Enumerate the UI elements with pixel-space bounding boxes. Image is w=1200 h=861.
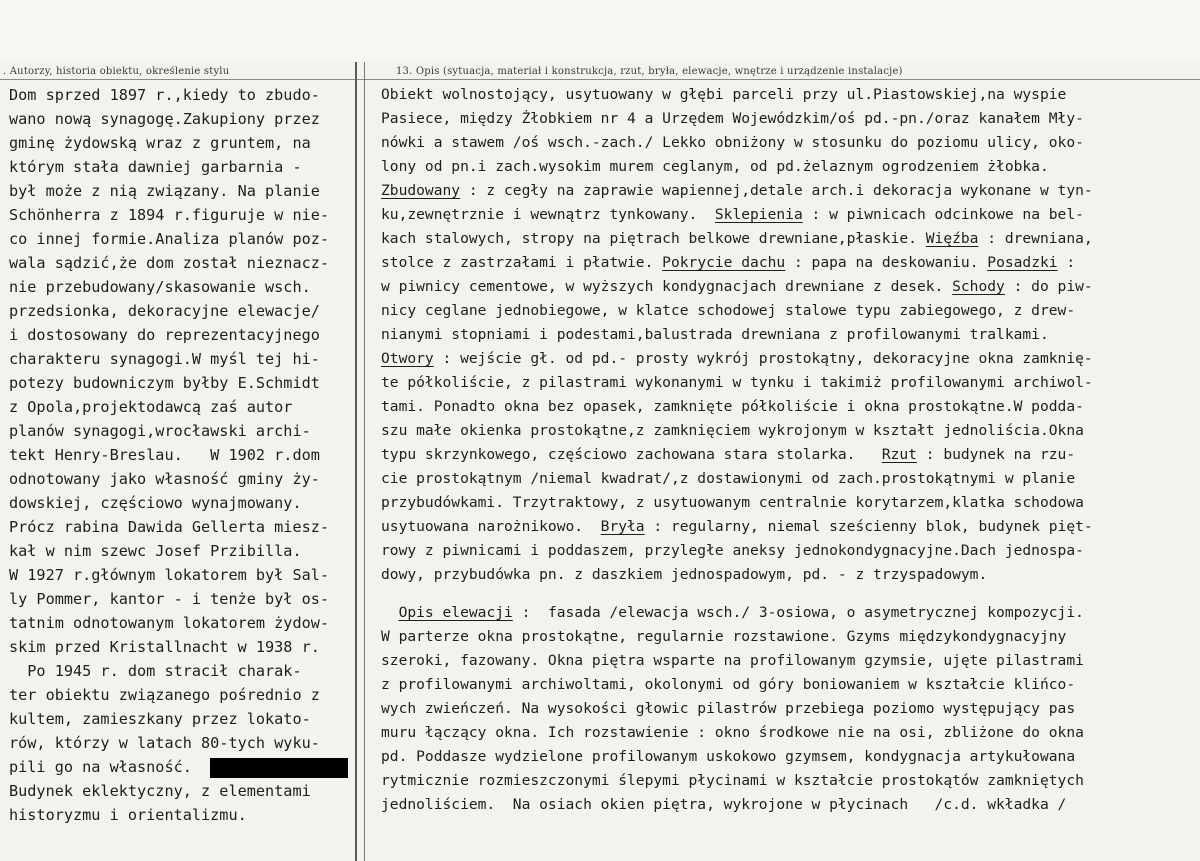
text-line xyxy=(381,275,1193,299)
text-segment: ku,zewnętrznie i wewnątrz tynkowany. xyxy=(381,206,715,223)
text-line-content: ter obiektu związanego pośrednio z xyxy=(9,686,320,704)
text-line-content: tekt Henry-Breslau. W 1902 r.dom xyxy=(9,446,320,464)
text-segment: te półkoliście, z pilastrami wykonanymi w tynku i takimiż profilowanymi archiwol- xyxy=(381,374,1093,391)
text-segment: W parterze okna prostokątne, regularnie rozstawione. Gzyms międzykondygnacyjny xyxy=(381,628,1067,645)
paragraph-gap xyxy=(381,587,1193,601)
text-line-content: przedsionka, dekoracyjne elewacje/ xyxy=(9,302,320,320)
text-line-content: dowskiej, częściowo wynajmowany. xyxy=(9,494,302,512)
text-segment: z profilowanymi archiwoltami, okolonymi od góry boniowaniem w kształcie klińco- xyxy=(381,676,1076,693)
text-segment: : drewniana, xyxy=(978,230,1093,247)
text-line xyxy=(381,107,1193,131)
text-line xyxy=(9,131,357,155)
text-segment: : do piw- xyxy=(1004,278,1093,295)
text-line xyxy=(9,155,357,179)
text-line xyxy=(9,539,357,563)
text-line-content: i dostosowany do reprezentacyjnego xyxy=(9,326,320,344)
text-line xyxy=(9,179,357,203)
text-line xyxy=(381,467,1193,491)
text-line xyxy=(9,347,357,371)
text-line xyxy=(381,697,1193,721)
text-line xyxy=(381,793,1193,817)
text-line xyxy=(9,275,357,299)
text-line-content: Budynek eklektyczny, z elementami xyxy=(9,782,311,800)
text-segment: rowy z piwnicami i poddaszem, przyległe aneksy jednokondygnacyjne.Dach jednospa- xyxy=(381,542,1084,559)
text-line xyxy=(9,683,357,707)
text-line xyxy=(381,625,1193,649)
text-line xyxy=(381,563,1193,587)
text-line-content: nie przebudowany/skasowanie wsch. xyxy=(9,278,311,296)
text-line xyxy=(381,769,1193,793)
text-line xyxy=(381,601,1193,625)
text-line xyxy=(9,323,357,347)
text-segment: Pasiece, między Żłobkiem nr 4 a Urzędem Wojewódzkim/oś pd.-pn./oraz kanałem Mły- xyxy=(381,110,1084,127)
text-segment: typu skrzynkowego, częściowo zachowana stara stolarka. xyxy=(381,446,882,463)
text-line xyxy=(9,731,357,755)
right-column-header: 13. Opis (sytuacja, materiał i konstrukcja, rzut, bryła, elewacje, wnętrze i urządzenie instalacje) xyxy=(396,66,903,77)
text-line-content: pili go na własność. xyxy=(9,758,192,776)
section-heading: Opis elewacji xyxy=(398,604,513,621)
text-line xyxy=(381,649,1193,673)
text-line-content: charakteru synagogi.W myśl tej hi- xyxy=(9,350,320,368)
text-line xyxy=(9,491,357,515)
text-segment: usytuowana narożnikowo. xyxy=(381,518,601,535)
text-segment: pd. Poddasze wydzielone profilowanym uskokowo gzymsem, kondygnacja artykułowana xyxy=(381,748,1076,765)
section-heading: Zbudowany xyxy=(381,182,461,199)
text-line xyxy=(9,419,357,443)
text-line xyxy=(9,563,357,587)
text-line-content: W 1927 r.głównym lokatorem był Sal- xyxy=(9,566,330,584)
text-line xyxy=(9,107,357,131)
text-line xyxy=(9,611,357,635)
text-line xyxy=(381,83,1193,107)
text-segment: jednoliściem. Na osiach okien piętra, wykrojone w płycinach /c.d. wkładka / xyxy=(381,796,1067,813)
text-line-content: wala sądzić,że dom został nieznacz- xyxy=(9,254,330,272)
text-segment: muru łączący okna. Ich rozstawienie : okno środkowe nie na osi, zbliżone do okna xyxy=(381,724,1084,741)
text-line-content: którym stała dawniej garbarnia - xyxy=(9,158,302,176)
text-line xyxy=(9,779,357,803)
text-segment: : papa na deskowaniu. xyxy=(785,254,988,271)
text-line-content: odnotowany jako własność gminy ży- xyxy=(9,470,320,488)
section-heading: Posadzki xyxy=(987,254,1058,271)
text-segment: stolce z zastrzałami i płatwie. xyxy=(381,254,663,271)
text-line xyxy=(381,539,1193,563)
text-line xyxy=(381,347,1193,371)
text-line-content: tatnim odnotowanym lokatorem żydow- xyxy=(9,614,330,632)
text-segment: tami. Ponadto okna bez opasek, zamknięte półkoliście i okna prostokątne.W podda- xyxy=(381,398,1084,415)
text-segment: kach stalowych, stropy na piętrach belkowe drewniane,płaskie. xyxy=(381,230,926,247)
text-line xyxy=(9,755,357,779)
text-line-content: Po 1945 r. dom stracił charak- xyxy=(9,662,302,680)
text-line-content: skim przed Kristallnacht w 1938 r. xyxy=(9,638,320,656)
text-line xyxy=(381,179,1193,203)
text-line-content: z Opola,projektodawcą zaś autor xyxy=(9,398,293,416)
text-line xyxy=(381,227,1193,251)
text-line xyxy=(9,395,357,419)
text-line xyxy=(9,587,357,611)
text-line xyxy=(9,371,357,395)
text-line xyxy=(381,395,1193,419)
text-line xyxy=(381,203,1193,227)
section-heading: Otwory xyxy=(381,350,434,367)
text-line xyxy=(9,659,357,683)
text-line xyxy=(381,515,1193,539)
column-divider-secondary xyxy=(364,62,365,861)
redaction-bar xyxy=(210,758,348,778)
text-segment: : z cegły na zaprawie wapiennej,detale arch.i dekoracja wykonane w tyn- xyxy=(460,182,1093,199)
text-line-content: planów synagogi,wrocławski archi- xyxy=(9,422,311,440)
text-line xyxy=(9,83,357,107)
text-segment: szu małe okienka prostokątne,z zamknięciem wykrojonym w kształt jednoliścia.Okna xyxy=(381,422,1084,439)
header-divider xyxy=(0,79,1200,80)
text-line-content: co innej formie.Analiza planów poz- xyxy=(9,230,330,248)
text-line xyxy=(381,251,1193,275)
text-line xyxy=(381,419,1193,443)
text-line xyxy=(381,371,1193,395)
text-line xyxy=(9,515,357,539)
text-line xyxy=(9,707,357,731)
text-line xyxy=(381,673,1193,697)
text-line xyxy=(381,299,1193,323)
text-segment: : xyxy=(1057,254,1076,271)
text-line-content: ly Pommer, kantor - i tenże był os- xyxy=(9,590,330,608)
section-heading: Sklepienia xyxy=(714,206,803,223)
text-line xyxy=(9,635,357,659)
left-column-header: . Autorzy, historia obiektu, określenie stylu xyxy=(3,66,230,77)
text-segment: dowy, przybudówka pn. z daszkiem jednospadowym, pd. - z trzyspadowym. xyxy=(381,566,988,583)
section-heading: Schody xyxy=(952,278,1005,295)
text-segment: cie prostokątnym /niemal kwadrat/,z dostawionymi od zach.prostokątnymi w planie xyxy=(381,470,1076,487)
section-heading: Bryła xyxy=(600,518,645,535)
text-line-content: kał w nim szewc Josef Przibilla. xyxy=(9,542,302,560)
text-segment: : regularny, niemal sześcienny blok, budynek pięt- xyxy=(644,518,1093,535)
text-line-content: wano nową synagogę.Zakupiony przez xyxy=(9,110,320,128)
text-line xyxy=(381,323,1193,347)
text-segment: : wejście gł. od pd.- prosty wykrój prostokątny, dekoracyjne okna zamknię- xyxy=(433,350,1093,367)
text-segment: : fasada /elewacja wsch./ 3-osiowa, o asymetrycznej kompozycji. xyxy=(512,604,1084,621)
text-line-content: potezy budowniczym byłby E.Schmidt xyxy=(9,374,320,392)
section-heading: Pokrycie dachu xyxy=(662,254,786,271)
history-text-column xyxy=(9,83,357,827)
text-line xyxy=(381,491,1193,515)
text-segment: wych zwieńczeń. Na wysokości głowic pilastrów przebiega poziomo występujący pas xyxy=(381,700,1076,717)
top-margin xyxy=(0,0,1200,62)
text-line-content: Dom sprzed 1897 r.,kiedy to zbudo- xyxy=(9,86,320,104)
text-segment: szeroki, fazowany. Okna piętra wsparte na profilowanym gzymsie, ujęte pilastrami xyxy=(381,652,1084,669)
text-segment: przybudówkami. Trzytraktowy, z usytuowanym centralnie korytarzem,klatka schodowa xyxy=(381,494,1084,511)
section-heading: Rzut xyxy=(881,446,917,463)
text-line xyxy=(381,131,1193,155)
text-segment: w piwnicy cementowe, w wyższych kondygnacjach drewniane z desek. xyxy=(381,278,953,295)
text-segment: rytmicznie rozmieszczonymi ślepymi płycinami w kształcie prostokątów zamkniętych xyxy=(381,772,1084,789)
text-line xyxy=(381,721,1193,745)
text-line xyxy=(9,251,357,275)
text-segment: lony od pn.i zach.wysokim murem ceglanym, od pd.żelaznym ogrodzeniem żłobka. xyxy=(381,158,1049,175)
section-heading: Więźba xyxy=(925,230,979,247)
text-segment: : w piwnicach odcinkowe na bel- xyxy=(802,206,1084,223)
text-line-content: Schönherra z 1894 r.figuruje w nie- xyxy=(9,206,330,224)
text-line xyxy=(9,443,357,467)
text-line xyxy=(9,227,357,251)
text-line-content: Prócz rabina Dawida Gellerta miesz- xyxy=(9,518,330,536)
text-line xyxy=(381,745,1193,769)
text-segment: Obiekt wolnostojący, usytuowany w głębi parceli przy ul.Piastowskiej,na wyspie xyxy=(381,86,1067,103)
text-segment: nówki a stawem /oś wsch.-zach./ Lekko obniżony w stosunku do poziomu ulicy, oko- xyxy=(381,134,1084,151)
text-segment xyxy=(381,604,399,621)
text-line xyxy=(381,155,1193,179)
text-line-content: historyzmu i orientalizmu. xyxy=(9,806,247,824)
description-text-column xyxy=(381,83,1193,817)
text-line xyxy=(9,203,357,227)
text-segment: : budynek na rzu- xyxy=(916,446,1076,463)
text-line-content: rów, którzy w latach 80-tych wyku- xyxy=(9,734,320,752)
text-line xyxy=(381,443,1193,467)
text-line-content: gminę żydowską wraz z gruntem, na xyxy=(9,134,311,152)
text-line-content: kultem, zamieszkany przez lokato- xyxy=(9,710,311,728)
text-line xyxy=(9,299,357,323)
text-line xyxy=(9,467,357,491)
text-segment: nianymi stopniami i podestami,balustrada drewniana z profilowanymi tralkami. xyxy=(381,326,1049,343)
text-line xyxy=(9,803,357,827)
text-line-content: był może z nią związany. Na planie xyxy=(9,182,320,200)
text-segment: nicy ceglane jednobiegowe, w klatce schodowej stalowe typu zabiegowego, z drew- xyxy=(381,302,1076,319)
